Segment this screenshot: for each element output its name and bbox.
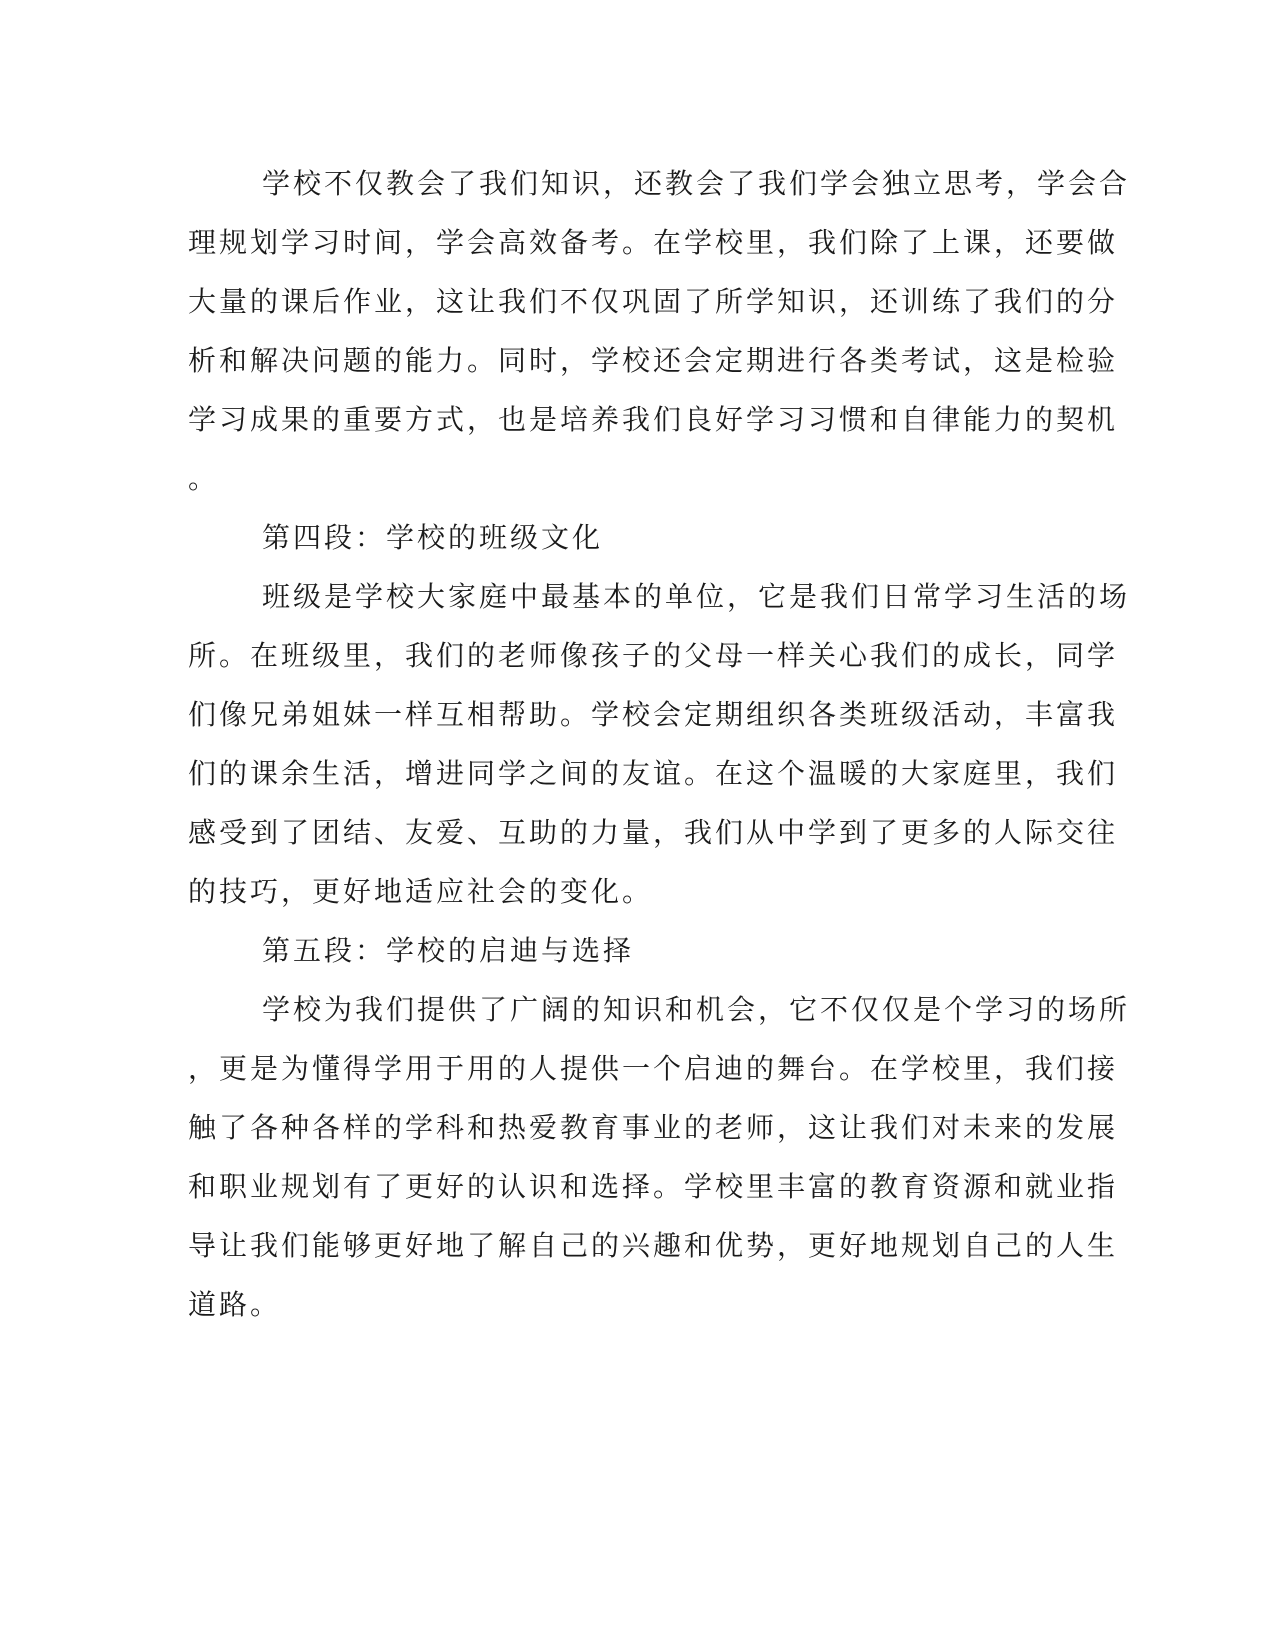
paragraph-3-line-1: 学校为我们提供了广阔的知识和机会，它不仅仅是个学习的场所 (262, 993, 1131, 1026)
paragraph-3-line-2: ，更是为懂得学用于用的人提供一个启迪的舞台。在学校里，我们接 (188, 1052, 1119, 1085)
paragraph-2-line-3: 们像兄弟姐妹一样互相帮助。学校会定期组织各类班级活动，丰富我 (188, 698, 1119, 731)
paragraph-3-line-3: 触了各种各样的学科和热爱教育事业的老师，这让我们对未来的发展 (188, 1111, 1119, 1144)
paragraph-1-line-5: 学习成果的重要方式，也是培养我们良好学习习惯和自律能力的契机 (188, 403, 1119, 436)
paragraph-1-line-1: 学校不仅教会了我们知识，还教会了我们学会独立思考，学会合 (262, 167, 1131, 200)
paragraph-3-line-6: 道路。 (188, 1288, 282, 1321)
paragraph-2-line-1: 班级是学校大家庭中最基本的单位，它是我们日常学习生活的场 (262, 580, 1131, 613)
paragraph-2-line-4: 们的课余生活，增进同学之间的友谊。在这个温暖的大家庭里，我们 (188, 757, 1119, 790)
paragraph-1-line-6: 。 (188, 462, 220, 495)
paragraph-1-line-3: 大量的课后作业，这让我们不仅巩固了所学知识，还训练了我们的分 (188, 285, 1119, 318)
paragraph-1-line-2: 理规划学习时间，学会高效备考。在学校里，我们除了上课，还要做 (188, 226, 1119, 259)
paragraph-2-line-2: 所。在班级里，我们的老师像孩子的父母一样关心我们的成长，同学 (188, 639, 1119, 672)
paragraph-2-line-5: 感受到了团结、友爱、互助的力量，我们从中学到了更多的人际交往 (188, 816, 1119, 849)
paragraph-2-line-6: 的技巧，更好地适应社会的变化。 (188, 875, 654, 908)
paragraph-3-line-5: 导让我们能够更好地了解自己的兴趣和优势，更好地规划自己的人生 (188, 1229, 1119, 1262)
paragraph-1-line-4: 析和解决问题的能力。同时，学校还会定期进行各类考试，这是检验 (188, 344, 1119, 377)
section-heading-4: 第四段：学校的班级文化 (262, 521, 604, 554)
paragraph-3-line-4: 和职业规划有了更好的认识和选择。学校里丰富的教育资源和就业指 (188, 1170, 1119, 1203)
section-heading-5: 第五段：学校的启迪与选择 (262, 934, 635, 967)
